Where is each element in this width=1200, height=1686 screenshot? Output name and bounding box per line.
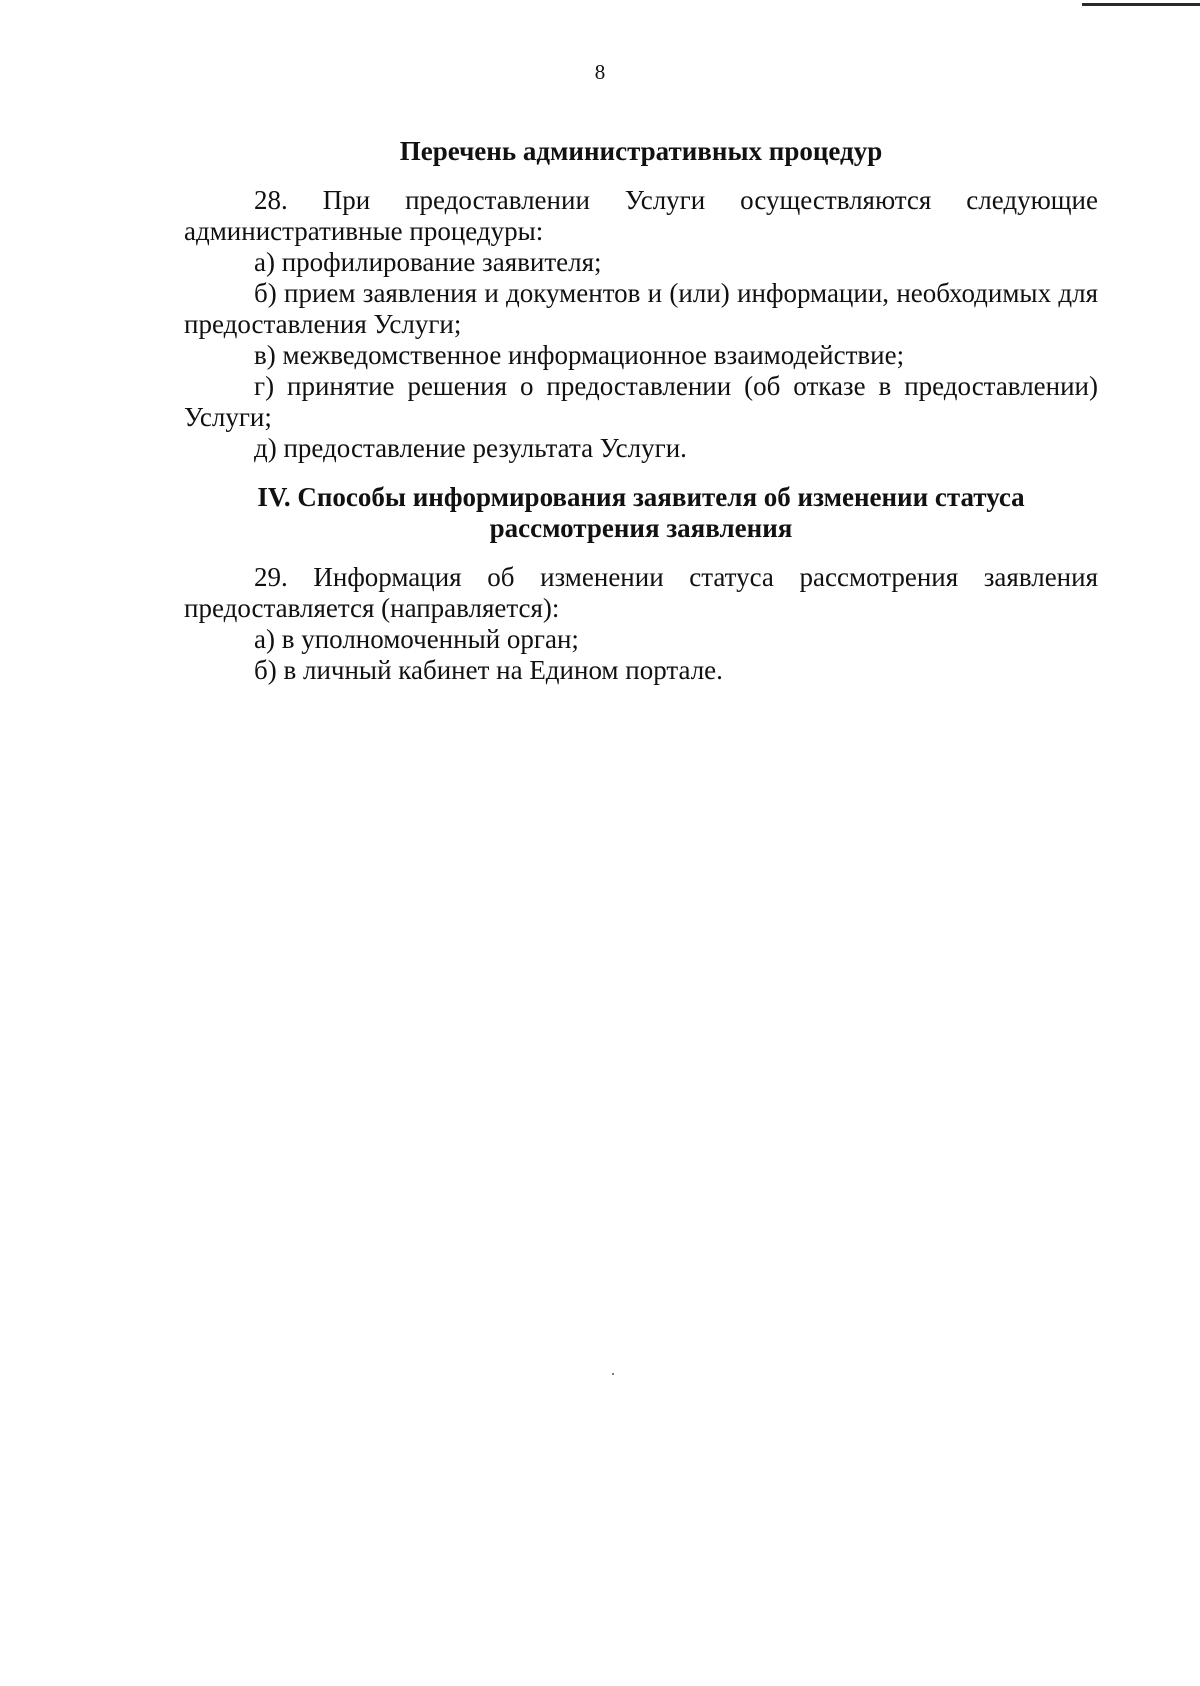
scan-speck: [612, 1373, 614, 1375]
list-item-28b: б) прием заявления и документов и (или) информации, необходимых для предоставления Услуги;: [184, 278, 1098, 339]
page-number: 8: [594, 60, 606, 84]
list-item-28g: г) принятие решения о предоставлении (об отказе в предоставлении) Услуги;: [184, 371, 1098, 432]
section-heading-procedures: Перечень административных процедур: [399, 136, 883, 166]
scan-edge-mark: [1082, 3, 1200, 6]
list-item-29b: б) в личный кабинет на Едином портале.: [254, 655, 723, 685]
list-item-28d: д) предоставление результата Услуги.: [254, 433, 687, 463]
section-heading-iv: IV. Способы информирования заявителя об изменении статуса рассмотрения заявления: [257, 482, 1025, 543]
list-item-29a: а) в уполномоченный орган;: [254, 624, 579, 654]
list-item-28a: а) профилирование заявителя;: [254, 247, 602, 277]
list-item-28v: в) межведомственное информационное взаимодействие;: [254, 340, 905, 370]
document-body: [184, 136, 1098, 686]
paragraph-28: 28. При предоставлении Услуги осуществляются следующие административные процедуры:: [184, 185, 1098, 246]
paragraph-29: 29. Информация об изменении статуса рассмотрения заявления предоставляется (направляется):: [184, 562, 1098, 623]
